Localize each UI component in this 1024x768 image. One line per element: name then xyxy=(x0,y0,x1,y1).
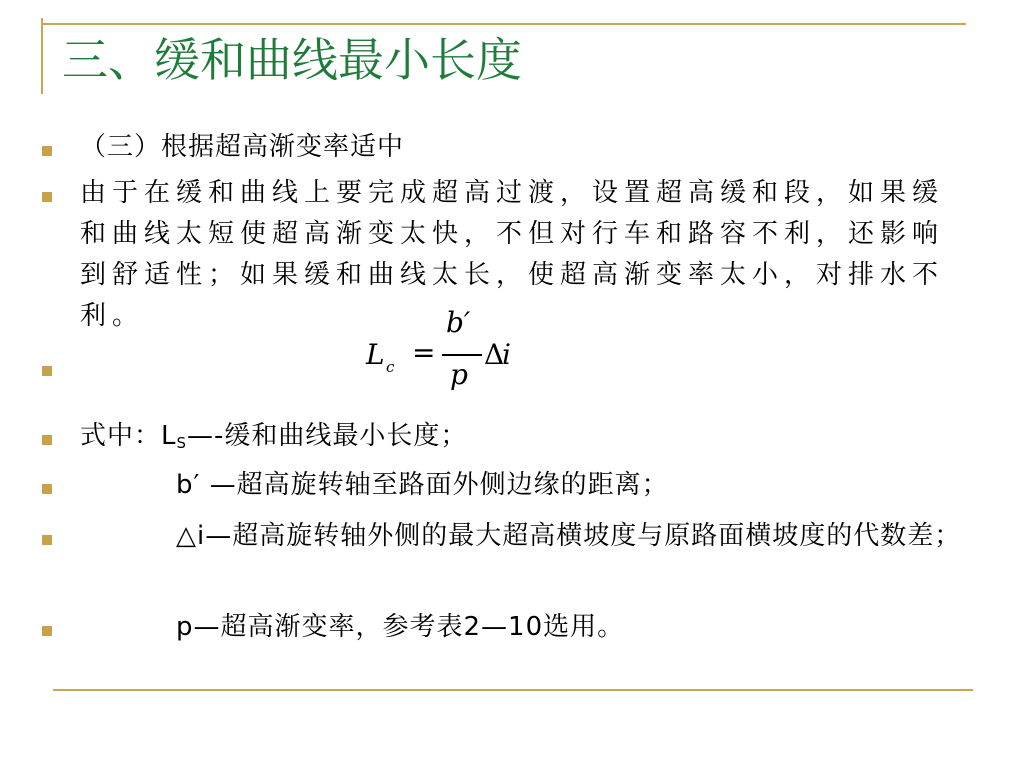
symbol-subscript-s: S xyxy=(176,434,188,452)
bullet-text-explanation: 由于在缓和曲线上要完成超高过渡，设置超高缓和段，如果缓和曲线太短使超高渐变太快，不但对行车和路容不利，还影响到舒适性；如果缓和曲线太长，使超高渐变率太小，对排水不利。 xyxy=(80,178,945,331)
title-accent-vertical-line xyxy=(41,18,43,94)
bullet-marker xyxy=(42,366,52,376)
formula-lhs: L xyxy=(366,338,385,371)
bullet-marker xyxy=(42,535,52,545)
bullet-marker xyxy=(42,626,52,636)
bullet-marker xyxy=(42,146,52,156)
title-accent-horizontal-line xyxy=(41,23,966,25)
formula-lc xyxy=(360,306,540,402)
bullet-text-ls-definition xyxy=(80,416,970,464)
definition-text: —-缓和曲线最小长度； xyxy=(187,421,468,451)
formula-equals: = xyxy=(412,336,436,369)
bullet-text-p-definition: p—超高渐变率，参考表2—10选用。 xyxy=(176,612,625,642)
formula-fraction-bar xyxy=(442,354,482,356)
bullet-text-b-definition: b′ —超高旋转轴至路面外侧边缘的距离； xyxy=(176,470,669,500)
formula-lhs-subscript: c xyxy=(386,358,395,376)
bullet-text-heading: （三）根据超高渐变率适中 xyxy=(80,132,405,162)
bullet-marker xyxy=(42,484,52,494)
bullet-marker xyxy=(42,435,52,445)
formula-numerator: b′ xyxy=(446,306,471,339)
formula-delta: Δ xyxy=(484,338,505,371)
formula-variable-i: i xyxy=(502,338,511,371)
footer-divider-line xyxy=(53,689,973,691)
formula-denominator: p xyxy=(450,358,468,391)
definition-prefix: 式中： xyxy=(80,421,162,451)
slide-title: 三、缓和曲线最小长度 xyxy=(62,33,522,87)
symbol-l: L xyxy=(161,421,177,451)
bullet-text-delta-i-definition: △i—超高旋转轴外侧的最大超高横坡度与原路面横坡度的代数差； xyxy=(176,521,962,551)
bullet-marker xyxy=(42,192,52,202)
